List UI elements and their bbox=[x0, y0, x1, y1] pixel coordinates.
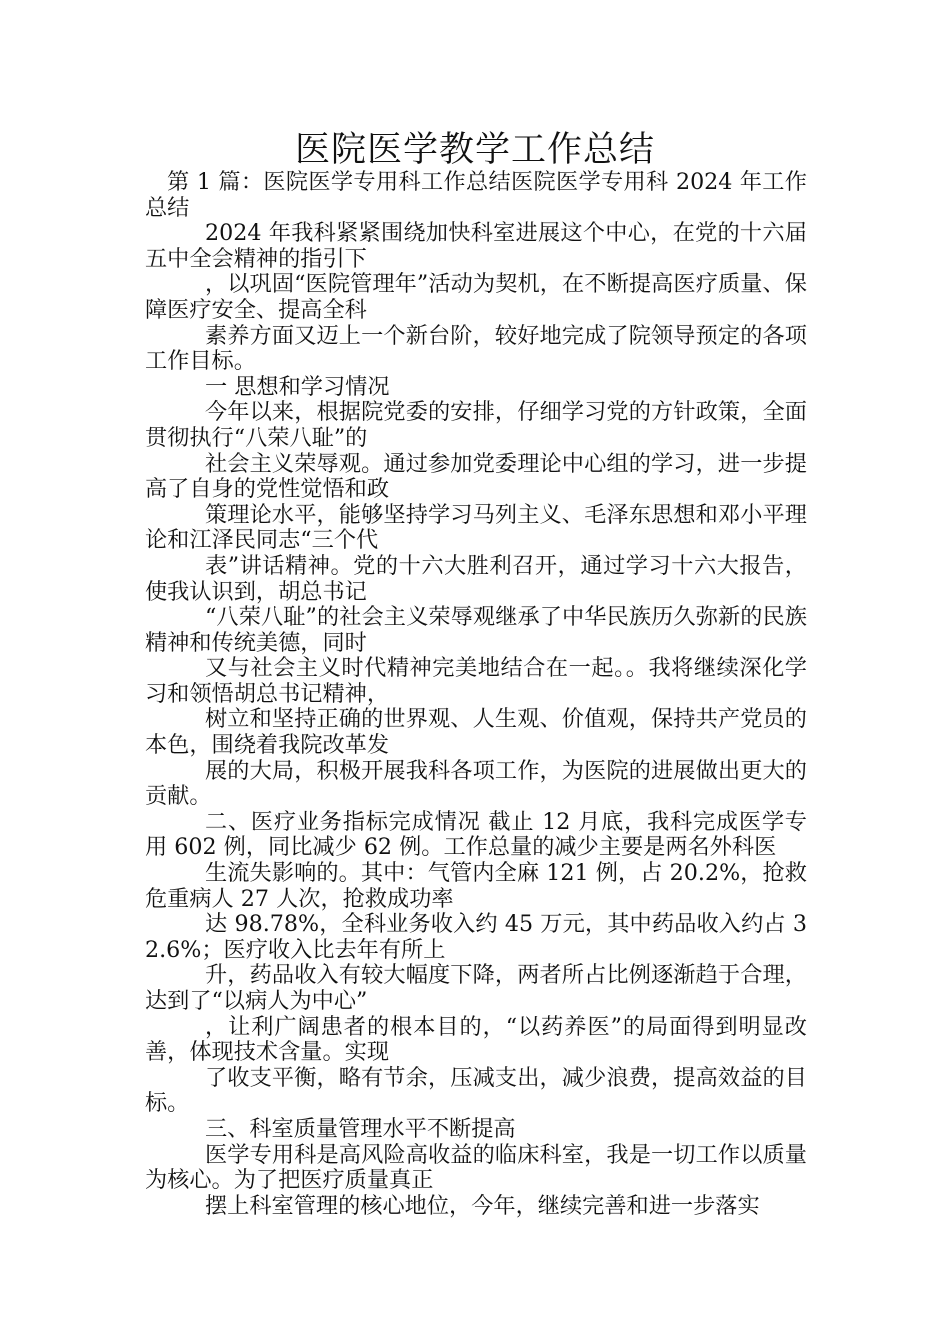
paragraph: 二、医疗业务指标完成情况 截止 12 月底，我科完成医学专用 602 例，同比减少 62 例。工作总量的减少主要是两名外科医 bbox=[145, 808, 807, 861]
section-heading: 三、科室质量管理水平不断提高 bbox=[205, 1115, 516, 1142]
paragraph: 素养方面又迈上一个新台阶，较好地完成了院领导预定的各项工作目标。 bbox=[145, 322, 807, 375]
paragraph: ，让利广阔患者的根本目的，“以药养医”的局面得到明显改善，体现技术含量。实现 bbox=[145, 1013, 807, 1066]
document-body bbox=[145, 170, 807, 1219]
paragraph: 升，药品收入有较大幅度下降，两者所占比例逐渐趋于合理，达到了“以病人为中心” bbox=[145, 962, 807, 1014]
paragraph: 达 98.78%，全科业务收入约 45 万元，其中药品收入约占 32.6%；医疗收入比去年有所上 bbox=[145, 911, 807, 963]
paragraph: 展的大局，积极开展我科各项工作，为医院的进展做出更大的贡献。 bbox=[145, 757, 807, 810]
paragraph: 生流失影响的。其中：气管内全麻 121 例，占 20.2%，抢救危重病人 27 人次，抢救成功率 bbox=[145, 860, 807, 912]
paragraph: 今年以来，根据院党委的安排，仔细学习党的方针政策，全面贯彻执行“八荣八耻”的 bbox=[145, 399, 807, 451]
paragraph: “八荣八耻”的社会主义荣辱观继承了中华民族历久弥新的民族精神和传统美德，同时 bbox=[145, 604, 807, 656]
paragraph: 策理论水平，能够坚持学习马列主义、毛泽东思想和邓小平理论和江泽民同志“三个代 bbox=[145, 501, 807, 554]
document-title: 医院医学教学工作总结 bbox=[294, 130, 655, 170]
paragraph: 2024 年我科紧紧围绕加快科室进展这个中心，在党的十六届五中全会精神的指引下 bbox=[145, 220, 807, 272]
section-heading: 一 思想和学习情况 bbox=[205, 373, 390, 400]
paragraph: 社会主义荣辱观。通过参加党委理论中心组的学习，进一步提高了自身的党性觉悟和政 bbox=[145, 450, 807, 503]
paragraph: 第 1 篇：医院医学专用科工作总结医院医学专用科 2024 年工作总结 bbox=[145, 169, 807, 221]
paragraph: 树立和坚持正确的世界观、人生观、价值观，保持共产党员的本色，围绕着我院改革发 bbox=[145, 706, 807, 759]
paragraph: ，以巩固“医院管理年”活动为契机，在不断提高医疗质量、保障医疗安全、提高全科 bbox=[145, 271, 807, 323]
paragraph: 医学专用科是高风险高收益的临床科室，我是一切工作以质量为核心。为了把医疗质量真正 bbox=[145, 1141, 807, 1194]
paragraph: 又与社会主义时代精神完美地结合在一起。。我将继续深化学习和领悟胡总书记精神， bbox=[145, 655, 807, 707]
paragraph: 了收支平衡，略有节余，压减支出，减少浪费，提高效益的目标。 bbox=[145, 1064, 807, 1117]
paragraph: 表”讲话精神。党的十六大胜利召开，通过学习十六大报告，使我认识到，胡总书记 bbox=[145, 552, 807, 605]
paragraph: 摆上科室管理的核心地位，今年，继续完善和进一步落实 bbox=[205, 1192, 760, 1219]
